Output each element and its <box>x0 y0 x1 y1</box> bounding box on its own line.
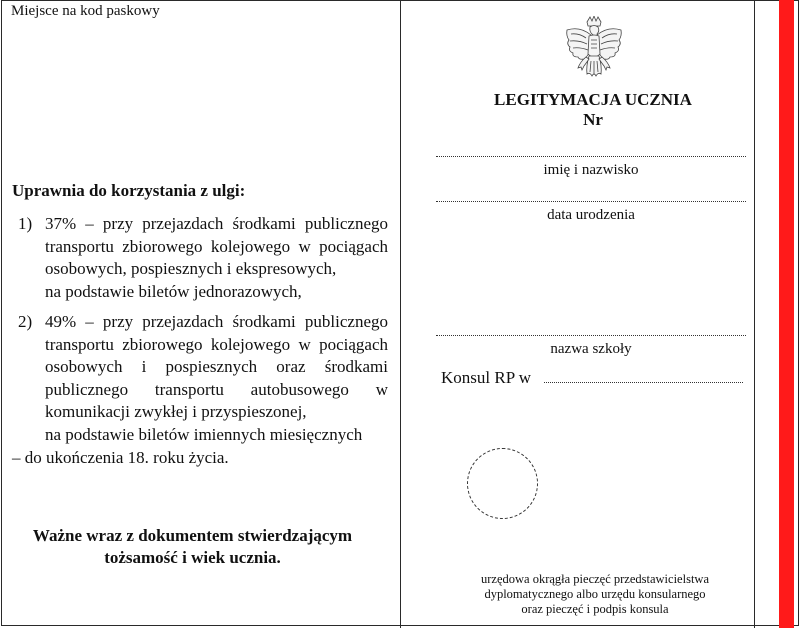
white-eagle-emblem-icon <box>562 16 626 82</box>
item-text-last-line: na podstawie biletów jednorazowych, <box>45 281 302 301</box>
stamp-caption <box>440 572 750 617</box>
validity-note-line-2: tożsamość i wiek ucznia. <box>104 548 281 567</box>
discount-item-1 <box>18 213 388 303</box>
item-text-last-line: na podstawie biletów imiennych miesięcznych <box>45 424 363 444</box>
birth-date-caption: data urodzenia <box>547 207 635 223</box>
stamp-placeholder-circle <box>467 448 538 519</box>
birth-date-field-line[interactable] <box>436 201 746 202</box>
barcode-placeholder-label: Miejsce na kod paskowy <box>11 3 160 19</box>
item-text: 49% – przy przejazdach środkami publicznego transportu zbiorowego kolejowego w pociągach osobowych i pospiesznych oraz środkami publicznego transportu autobusowego w komunikacji zwykłej i przyspieszonej, <box>45 312 388 421</box>
document-title-text: LEGITYMACJA UCZNIA <box>494 90 692 109</box>
document-number-label: Nr <box>583 110 603 129</box>
rights-title: Uprawnia do korzystania z ulgi: <box>12 181 246 200</box>
consul-field-line[interactable] <box>544 382 743 383</box>
stamp-caption-line-1: urzędowa okrągła pieczęć przedstawicielstwa <box>480 572 709 586</box>
name-field-line[interactable] <box>436 156 746 157</box>
document-title <box>401 90 785 130</box>
age-limit-text: – do ukończenia 18. roku życia. <box>12 448 229 467</box>
item-text: 37% – przy przejazdach środkami publicznego transportu zbiorowego kolejowego w pociągach osobowych, pospiesznych i ekspresowych, <box>45 214 388 278</box>
school-name-field-line[interactable] <box>436 335 746 336</box>
school-name-caption: nazwa szkoły <box>550 341 632 357</box>
stamp-caption-line-3: oraz pieczęć i podpis konsula <box>521 602 669 616</box>
discount-item-2 <box>18 311 388 446</box>
item-number: 2) <box>18 312 33 331</box>
consul-label: Konsul RP w <box>441 368 532 387</box>
validity-note-line-1: Ważne wraz z dokumentem stwierdzającym <box>32 526 353 545</box>
validity-note <box>0 525 385 569</box>
item-number: 1) <box>18 214 33 233</box>
stamp-caption-line-2: dyplomatycznego albo urzędu konsularnego <box>484 587 706 601</box>
name-caption: imię i nazwisko <box>543 162 639 178</box>
